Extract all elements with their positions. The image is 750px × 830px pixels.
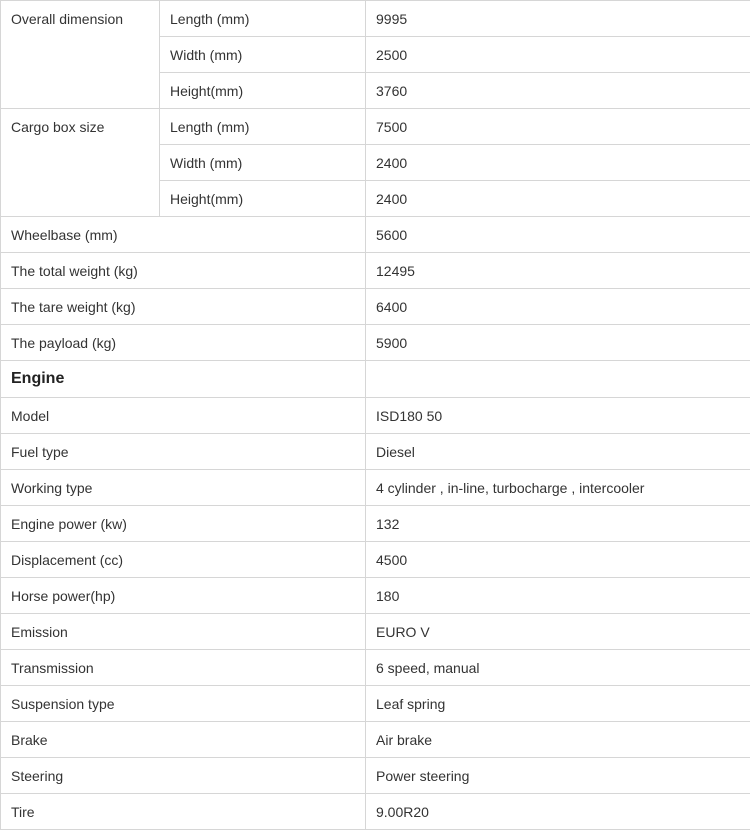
row-label: Brake (1, 722, 366, 758)
row-label: Transmission (1, 650, 366, 686)
value-cell: Power steering (366, 758, 750, 794)
table-row (1, 325, 750, 361)
sub-label: Width (mm) (160, 37, 366, 73)
row-label: Model (1, 398, 366, 434)
row-label: Displacement (cc) (1, 542, 366, 578)
value-cell: 2500 (366, 37, 750, 73)
table-row (1, 578, 750, 614)
table-row (1, 722, 750, 758)
value-cell: 4500 (366, 542, 750, 578)
value-cell: ISD180 50 (366, 398, 750, 434)
row-label: Steering (1, 758, 366, 794)
table-row (1, 614, 750, 650)
group-label-overall-dimension: Overall dimension (1, 1, 160, 109)
sub-label: Length (mm) (160, 1, 366, 37)
sub-label: Length (mm) (160, 109, 366, 145)
value-cell: 2400 (366, 145, 750, 181)
table-row (1, 398, 750, 434)
value-cell: 5900 (366, 325, 750, 361)
row-label: Working type (1, 470, 366, 506)
sub-label: Width (mm) (160, 145, 366, 181)
table-row (1, 758, 750, 794)
row-label: Tire (1, 794, 366, 830)
value-cell: 12495 (366, 253, 750, 289)
row-label: Engine power (kw) (1, 506, 366, 542)
table-row (1, 506, 750, 542)
table-row (1, 434, 750, 470)
value-cell: 180 (366, 578, 750, 614)
row-label: Emission (1, 614, 366, 650)
value-cell: 3760 (366, 73, 750, 109)
value-cell: 6400 (366, 289, 750, 325)
section-title-engine: Engine (1, 361, 366, 398)
table-row (1, 794, 750, 830)
value-cell: 7500 (366, 109, 750, 145)
section-row-engine (1, 361, 750, 398)
value-cell: Leaf spring (366, 686, 750, 722)
value-cell: 5600 (366, 217, 750, 253)
table-row (1, 686, 750, 722)
value-cell: 9.00R20 (366, 794, 750, 830)
group-label-cargo-box-size: Cargo box size (1, 109, 160, 217)
value-cell: 132 (366, 506, 750, 542)
sub-label: Height(mm) (160, 181, 366, 217)
value-cell: EURO V (366, 614, 750, 650)
row-label: Wheelbase (mm) (1, 217, 366, 253)
value-cell: 6 speed, manual (366, 650, 750, 686)
value-cell: Diesel (366, 434, 750, 470)
row-label: The tare weight (kg) (1, 289, 366, 325)
table-row (1, 109, 750, 145)
table-row (1, 217, 750, 253)
table-row (1, 650, 750, 686)
table-row (1, 1, 750, 37)
value-cell: Air brake (366, 722, 750, 758)
table-row (1, 542, 750, 578)
value-cell: 4 cylinder , in-line, turbocharge , intercooler (366, 470, 750, 506)
value-cell: 2400 (366, 181, 750, 217)
row-label: Suspension type (1, 686, 366, 722)
value-cell: 9995 (366, 1, 750, 37)
table-row (1, 289, 750, 325)
table-row (1, 470, 750, 506)
row-label: Horse power(hp) (1, 578, 366, 614)
section-value-engine (366, 361, 750, 398)
sub-label: Height(mm) (160, 73, 366, 109)
table-row (1, 253, 750, 289)
row-label: The total weight (kg) (1, 253, 366, 289)
row-label: Fuel type (1, 434, 366, 470)
row-label: The payload (kg) (1, 325, 366, 361)
